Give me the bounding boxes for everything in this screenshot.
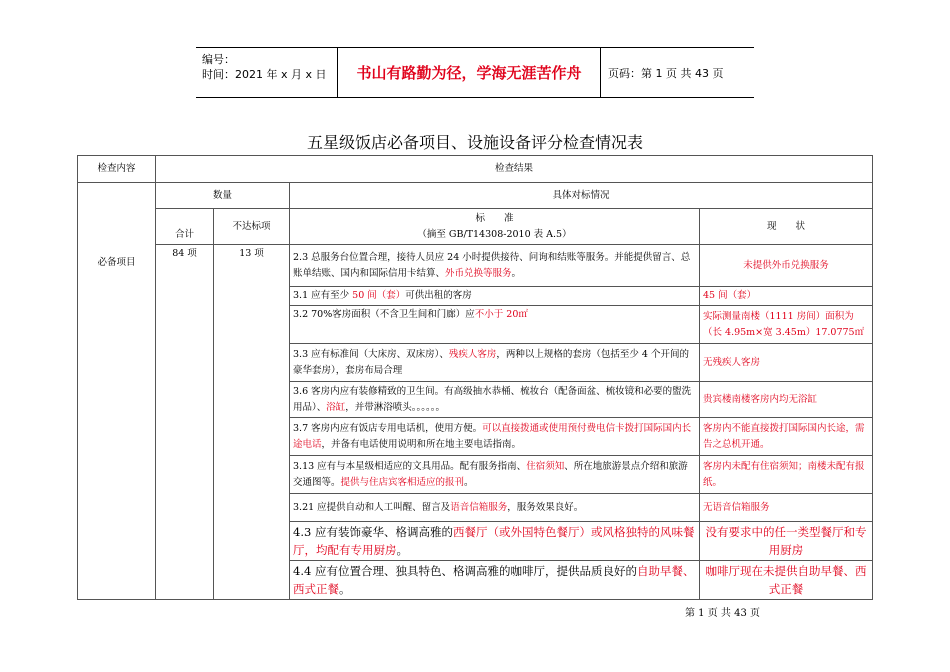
header-meta: [196, 48, 338, 97]
comparison-header: 具体对标情况: [290, 183, 873, 209]
standard-sub: （摘至 GB/T14308-2010 表 A.5）: [417, 228, 572, 240]
std-text: 2.3 总服务台位置合理，接待人员应 24 小时提供接待、问询和结账等服务。并能提供留言、总账单结账、国内和国际信用卡结算、: [293, 251, 691, 279]
page-title: 五星级饭店必备项目、设施设备评分检查情况表: [306, 133, 643, 152]
table-header-row: [78, 156, 873, 183]
std-text: 。: [511, 267, 522, 279]
quantity-header: 数量: [156, 183, 290, 209]
column-header-row: [78, 209, 873, 245]
std-text: 。: [464, 476, 474, 488]
std-text: 3.3 应有标准间（大床房、双床房）、: [293, 348, 449, 360]
total-value: 84 项: [156, 245, 214, 600]
not-met-value: 13 项: [214, 245, 290, 600]
std-highlight: 50 间（套）: [352, 290, 406, 301]
std-text: ，两种以上规格的套房（包括至少 4 个开间的豪华套房），套房布局合理: [293, 348, 689, 376]
standard-header: [290, 209, 700, 245]
std-text: 3.13 应有与本星级相适应的文具用品。配有服务指南、: [293, 460, 527, 472]
status-cell: 无残疾人客房: [700, 344, 873, 382]
standard-cell: [290, 456, 700, 494]
category-cell: 必备项目: [78, 183, 156, 600]
standard-cell: [290, 418, 700, 456]
std-text: 可供出租的客房: [405, 290, 472, 301]
std-highlight: 住宿须知: [526, 460, 565, 472]
status-cell: 未提供外币兑换服务: [700, 245, 873, 287]
standard-cell: [290, 382, 700, 418]
total-header: 合计: [156, 209, 214, 245]
status-cell: 45 间（套）: [700, 287, 873, 306]
status-cell: 实际测量南楼（1111 房间）面积为（长 4.95m×宽 3.45m）17.0775㎡: [700, 306, 873, 344]
page-label: 页码：第 1 页 共 43 页: [608, 66, 724, 80]
status-cell: 无语音信箱服务: [700, 494, 873, 522]
standard-title: 标 准: [475, 212, 514, 224]
page-header: [196, 47, 754, 98]
std-text: 3.21 应提供自动和人工叫醒、留言及: [293, 501, 451, 513]
standard-cell: [290, 245, 700, 287]
col-result-header: 检查结果: [156, 156, 873, 183]
standard-cell: [290, 561, 700, 600]
std-highlight: 不小于 20㎡: [474, 309, 528, 320]
std-text: 3.2 70%客房面积（不含卫生间和门廊）应: [293, 309, 475, 320]
std-text: 4.4 应有位置合理、独具特色、格调高雅的咖啡厅，提供品质良好的: [293, 564, 637, 578]
motto: 书山有路勤为径，学海无涯苦作舟: [338, 48, 601, 97]
evaluation-table: [77, 155, 873, 600]
page-footer: 第 1 页 共 43 页: [685, 608, 760, 619]
time-label: 时间：2021 年 x 月 x 日: [202, 68, 327, 81]
std-highlight: 可以直接拨通或使用预付费电信卡拨打国际国内长途电话: [293, 422, 692, 450]
standard-cell: [290, 522, 700, 561]
col-inspect-header: 检查内容: [78, 156, 156, 183]
std-highlight: 语音信箱服务: [450, 501, 508, 513]
standard-cell: [290, 344, 700, 382]
status-cell: 客房内不能直接拨打国际国内长途，需告之总机开通。: [700, 418, 873, 456]
std-text: ，并备有电话使用说明和所在地主要电话指南。: [321, 438, 522, 450]
std-text: 3.6 客房内应有装修精致的卫生间。有高级抽水恭桶、梳妆台（配备面盆、梳妆镜和必要的盥洗用品）、: [293, 385, 692, 413]
std-text: 。: [396, 543, 408, 557]
std-highlight: 自助早餐、西式正餐: [293, 564, 695, 596]
standard-cell: [290, 287, 700, 306]
std-highlight: 外币兑换等服务: [445, 267, 512, 279]
table-subheader-row: [78, 183, 873, 209]
std-text: 3.7 客房内应有饭店专用电话机，使用方便。: [293, 422, 483, 434]
std-highlight: 西餐厅（或外国特色餐厅）或风格独特的风味餐厅，均配有专用厨房: [293, 525, 695, 557]
std-text: 、所在地旅游景点介绍和旅游交通图等。: [293, 460, 688, 488]
std-text: ，服务效果良好。: [507, 501, 584, 513]
number-label: 编号：: [202, 53, 235, 66]
not-met-header: 不达标项: [214, 209, 290, 245]
table-row: [78, 245, 873, 287]
std-highlight: 残疾人客房: [448, 348, 497, 360]
status-cell: 客房内未配有住宿须知；南楼未配有报纸。: [700, 456, 873, 494]
std-text: 。: [339, 582, 351, 596]
std-text: 4.3 应有装饰豪华、格调高雅的: [293, 525, 453, 539]
standard-cell: [290, 306, 700, 344]
status-cell: 贵宾楼南楼客房内均无浴缸: [700, 382, 873, 418]
status-header: 现 状: [700, 209, 873, 245]
standard-cell: [290, 494, 700, 522]
std-text: ，并带淋浴喷头。。。。。。: [345, 401, 446, 413]
std-highlight: 提供与住店宾客相适应的报刊: [340, 476, 465, 488]
std-text: 3.1 应有至少: [293, 290, 353, 301]
std-highlight: 浴缸: [326, 401, 346, 413]
status-cell: 没有要求中的任一类型餐厅和专用厨房: [700, 522, 873, 561]
status-cell: 咖啡厅现在未提供自助早餐、西式正餐: [700, 561, 873, 600]
